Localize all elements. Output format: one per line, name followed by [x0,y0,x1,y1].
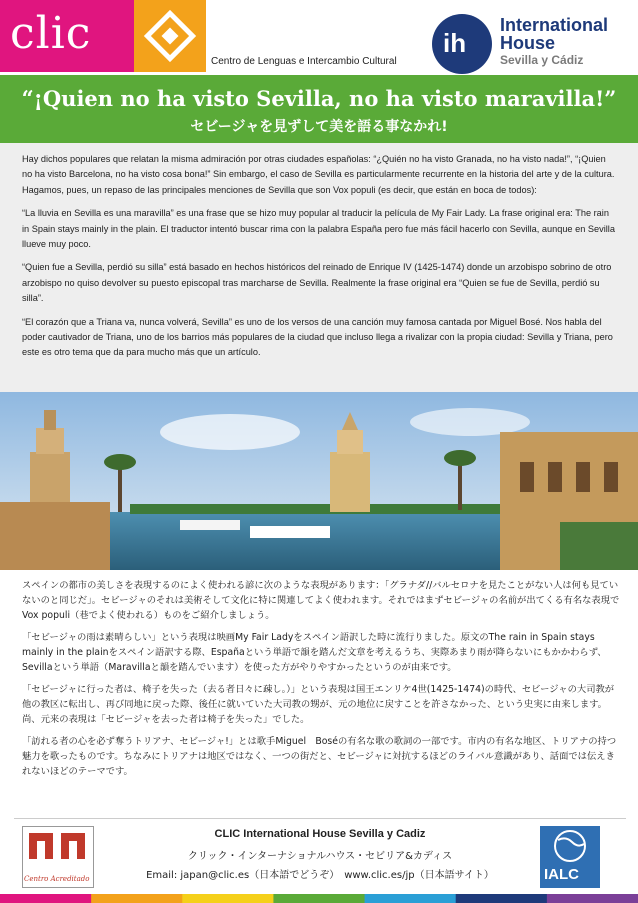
page-header [0,0,638,75]
japanese-paragraph: 「セビージャの雨は素晴らしい」という表現は映画My Fair Ladyをスペイン語訳した時に流行りました。原文のThe rain in Spain stays mainly in the plainをスペイン語訳する際、Españaという単語で韻を踏んだ文章を考えるうち、実際あまり雨が降らないにもかかわらず、Sevillaという単語（Maravillaと韻を踏んでいます）を使った方がやりやすかったというのが由来です。 [22,632,607,673]
ih-name-line1: International [500,15,609,35]
clic-emblem [134,0,206,72]
rainbow-segment [365,894,457,903]
spanish-paragraph: “La lluvia en Sevilla es una maravilla” es una frase que se hizo muy popular al traducir la película de My Fair Lady. La frase original era: The rain in Spain stays mainly in the plain. El traductor intentó buscar rima con la palabra España pero fue más fácil hacerlo con Sevilla, aunque en Sevilla llueve muy poco. [22,208,615,250]
spanish-article [22,152,618,369]
cervantes-emblem-icon [23,827,93,871]
footer-contact[interactable]: Email: japan@clic.es（日本語でどうぞ） www.clic.es/jp（日本語サイト） [146,870,494,881]
rainbow-segment [91,894,183,903]
rainbow-stripe [0,894,638,903]
footer-divider [14,818,626,819]
ih-logo-name [500,16,608,52]
rainbow-segment [456,894,548,903]
globe-icon [540,826,600,866]
japanese-paragraph: 「訪れる者の心を必ず奪うトリアナ、セビージャ!」とは歌手Miguel Boséの有名な歌の歌詞の一部です。市内の有名な地区、トリアナの持つ魅力を歌ったものです。ちなみにトリアナは地区ではなく、一つの街だと、セビージャに対抗するほどのライバル意識があり、話面では伝えきれないほどのテーマです。 [22,736,617,777]
seville-panorama-photo [0,392,638,570]
spanish-paragraph: “Quien fue a Sevilla, perdió su silla” está basado en hechos históricos del reinado de Enrique IV (1425-1474) donde un arzobispo sobrino de otro arzobispo no quiso devolver su puesto episcopal tras marcharse de Sevilla. Realmente la frase original era “Quien se fue de Sevilla, perdió su silla”. [22,262,612,304]
japanese-paragraph: 「セビージャに行った者は、椅子を失った（去る者日々に疎し。）」という表現は国王エンリケ4世(1425-1474)の時代、セビージャの大司教が他の教区に転出し、再び同地に戻った際、後任に就いていた大司教の甥が、元の地位に戻すことを許さなかった、という史実に由来します。尚、元来の表現は「セビージャを去った者は椅子を失った」でした。 [22,684,615,725]
clic-logo-text: clic [10,8,92,59]
ih-name-line2: House [500,33,556,53]
ih-location: Sevilla y Cádiz [500,53,584,67]
ialc-logo-text: IALC [544,866,579,883]
japanese-paragraph: スペインの都市の美しさを表現するのによく使われる諺に次のような表現があります：「グラナダ//バルセロナを見たことがない人は何も見ていないのと同じだ」。セビージャのそれは美術そして文化に特に関連してよく使われます。それではまずセビージャの名前が出てくる有名な表現でVox populi（巷でよく使われる）ものをご紹介しましょう。 [22,580,620,621]
tagline: Centro de Lenguas e Intercambio Cultural [211,56,397,67]
japanese-article [22,578,620,786]
page-title: “¡Quien no ha visto Sevilla, no ha visto maravilla!” [21,86,617,111]
rainbow-segment [273,894,365,903]
rainbow-segment [182,894,274,903]
footer-school-name-jp: クリック・インターナショナルハウス・セビリア&カディス [187,851,453,862]
ih-logo-letters: ih [443,28,467,58]
spanish-paragraph: “El corazón que a Triana va, nunca volverá, Sevilla” es uno de los versos de una canción muy famosa cantada por Miguel Bosé. Nos habla del poder cautivador de Triana, uno de los barrios más populares de la ciudad que incluso llega a rivalizar con la propia ciudad: Sevilla y Triana, pero este es otro tema que da para mucho más que un artículo. [22,316,613,358]
spanish-paragraph: Hay dichos populares que relatan la misma admiración por otras ciudades españolas: “¿Quién no ha visto Granada, no ha visto nada!”, “¡Quien no ha visto Barcelona, no ha visto cosa bona!” Sin embargo, el caso de Sevilla es particularmente recurrente en la historia del arte y de la cultura. Hagamos, pues, un repaso de las principales menciones de Sevilla que son Vox populi (es decir, que están en boca de todos): [22,154,615,195]
footer-school-name: CLIC International House Sevilla y Cadiz [214,828,426,840]
clic-emblem-icon [134,0,206,72]
rainbow-segment [547,894,638,903]
clic-logo [0,0,134,72]
rainbow-segment [0,894,92,903]
cervantes-label: Centro Acreditado [24,875,90,883]
page-subtitle: セビージャを見ずして美を語る事なかれ! [190,119,448,135]
